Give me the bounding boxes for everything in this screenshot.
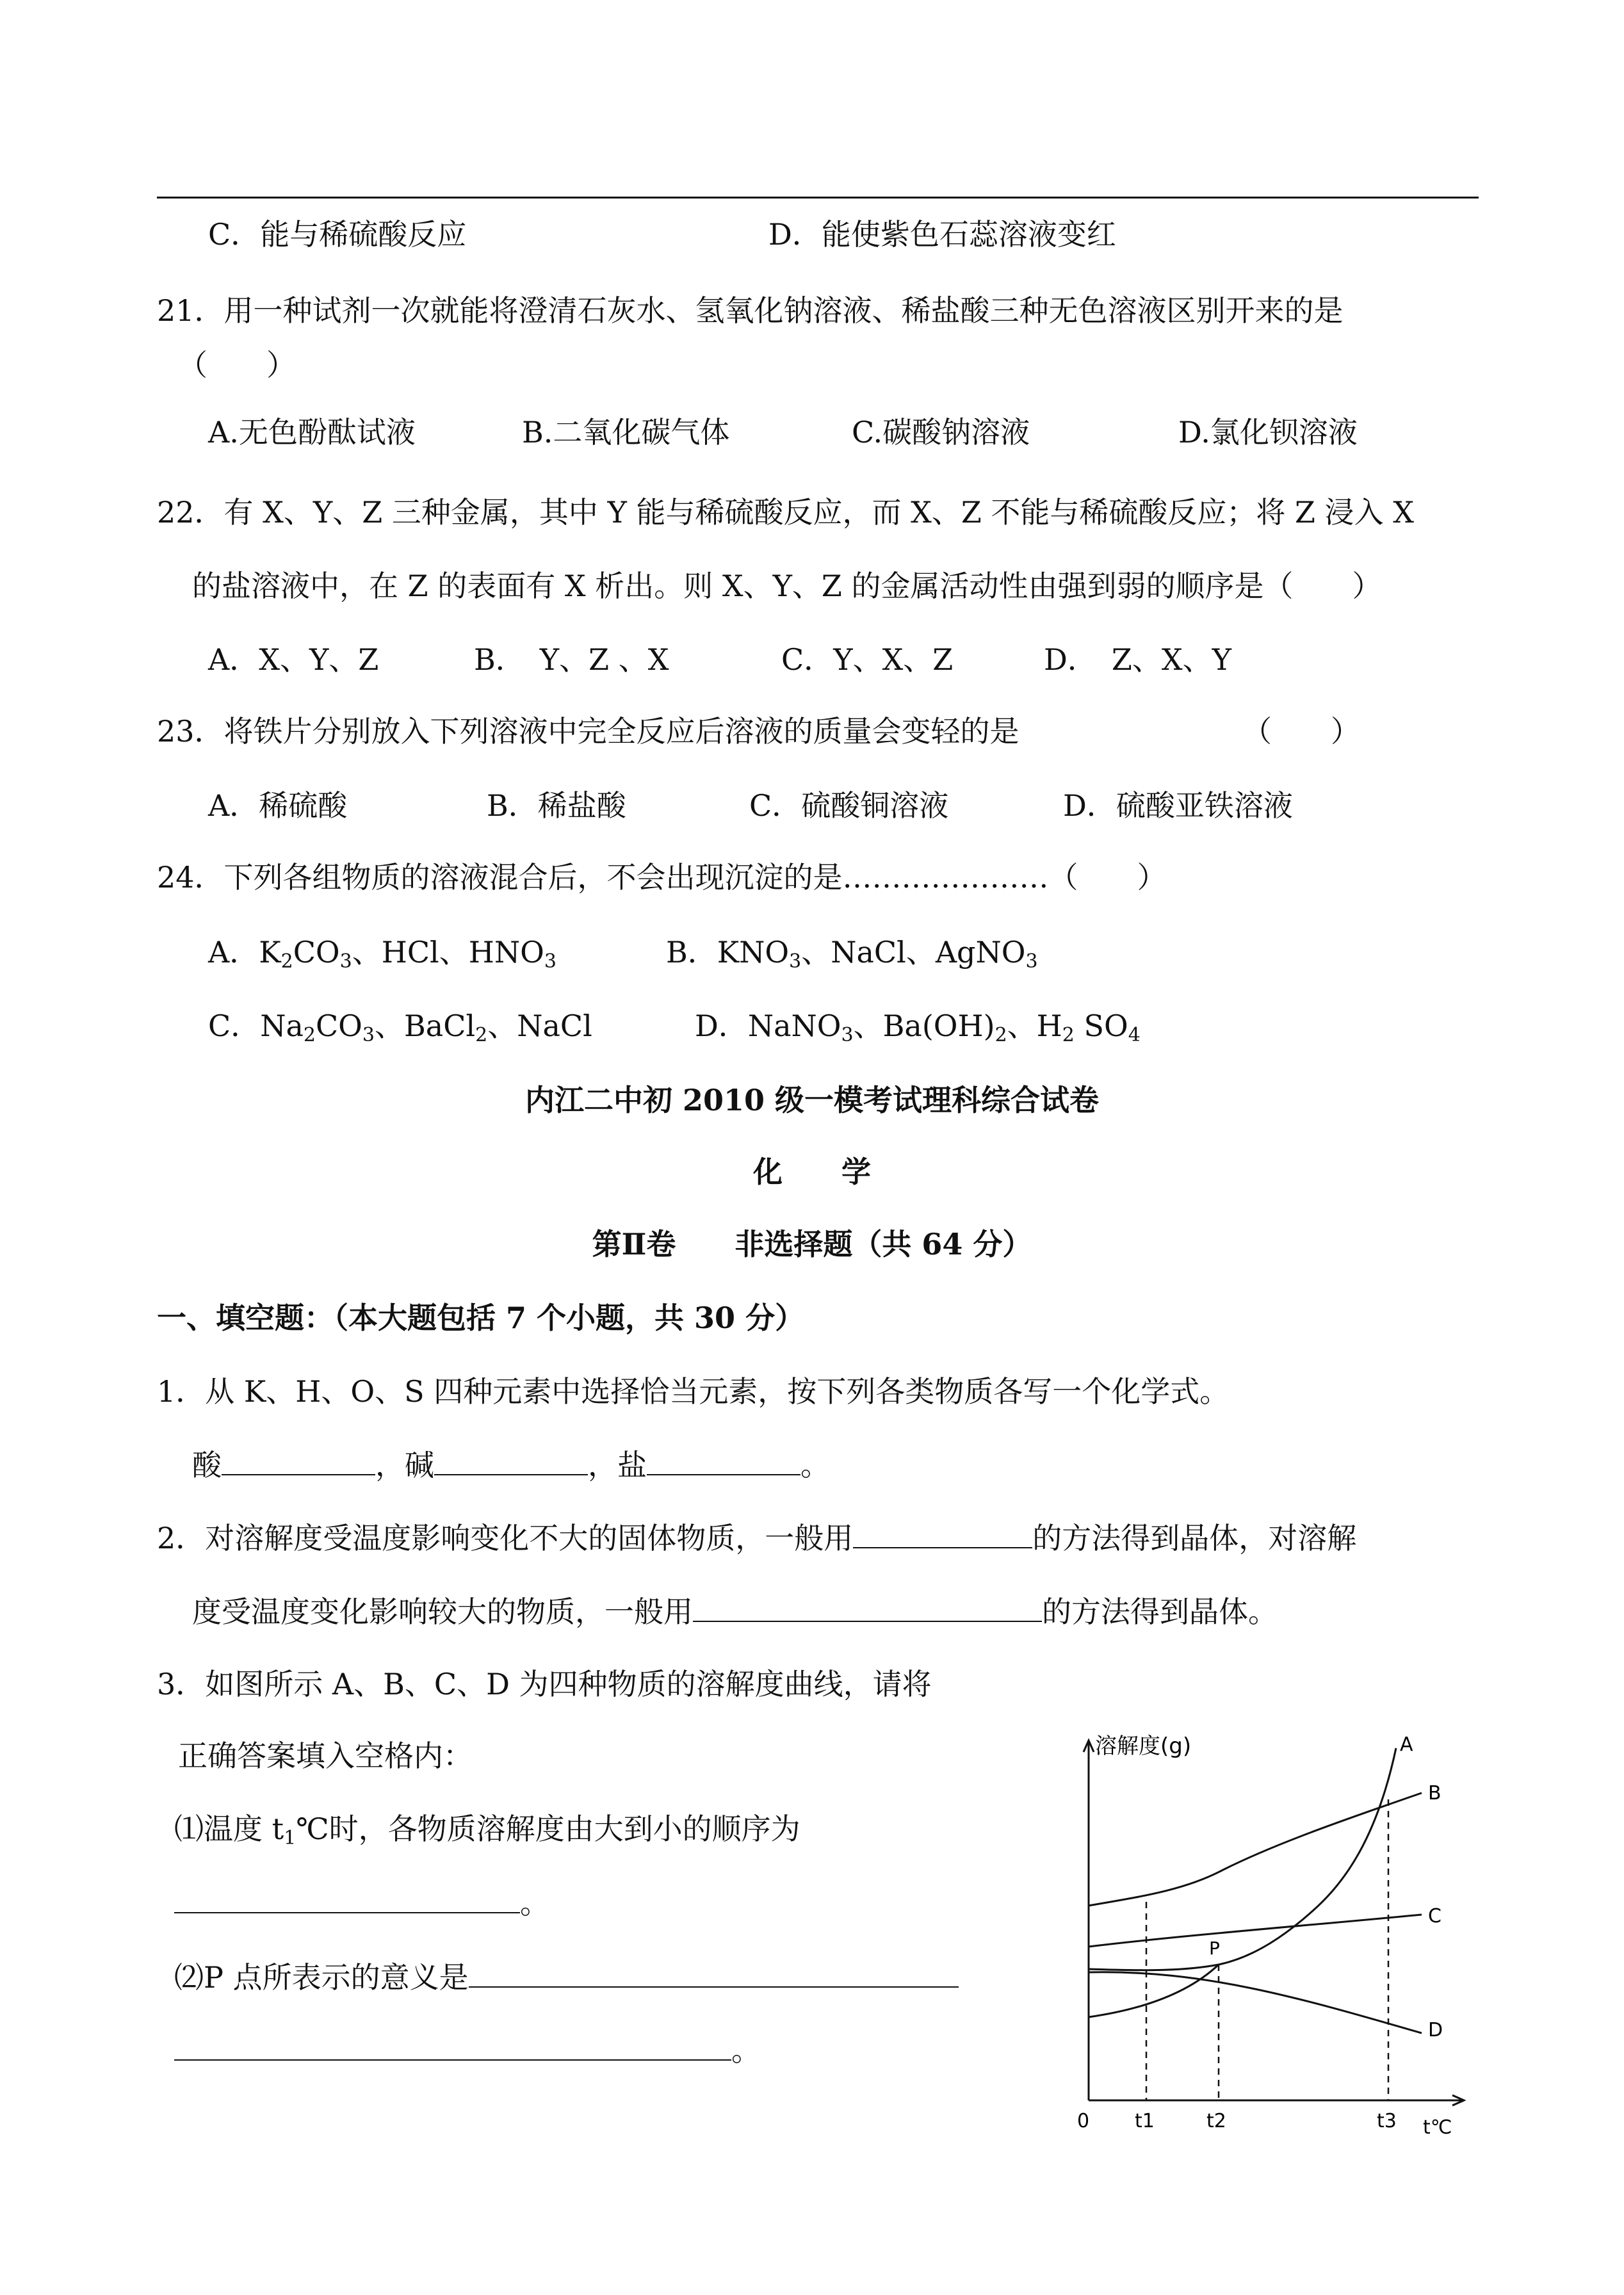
q21-paren: （ ）: [178, 348, 296, 382]
p3-sub1-answer: 。: [174, 1884, 549, 1922]
q20-option-c: C．能与稀硫酸反应: [208, 217, 467, 252]
q24-option-d: D．NaNO$_3$、$Ba(OH)_2$、$H_2$ $SO_4$: [695, 1009, 1141, 1046]
q21-option-d: D.氯化钡溶液: [1178, 415, 1358, 450]
x-axis-label: t℃: [1423, 2116, 1452, 2139]
p3-sub2-blank-2[interactable]: [174, 2031, 731, 2061]
q20-option-d: D．能使紫色石蕊溶液变红: [768, 217, 1116, 252]
p1-answers: 酸 ，碱 ，盐 。: [192, 1446, 830, 1484]
q22-option-c: C．Y、X、Z: [781, 642, 954, 677]
q22-option-d: D． Z、X、Y: [1044, 642, 1231, 677]
q21-option-c: C.碳酸钠溶液: [852, 415, 1030, 450]
p1-salt-blank[interactable]: [647, 1446, 800, 1475]
p1-stem: 1．从 K、H、O、S 四种元素中选择恰当元素，按下列各类物质各写一个化学式。: [157, 1374, 1230, 1409]
p3-sub1: ⑴温度 $t_1℃$时，各物质溶解度由大到小的顺序为: [174, 1812, 800, 1849]
part1-title: 一、填空题：（本大题包括 7 个小题，共 30 分）: [157, 1301, 805, 1335]
curve-a: [1089, 1748, 1396, 1970]
subject-title: 化 学: [753, 1155, 871, 1189]
q22-stem-line2: 的盐溶液中，在 Z 的表面有 X 析出。则 X、Y、Z 的金属活动性由强到弱的顺序是（ ）: [192, 569, 1382, 603]
q23-paren: （ ）: [1242, 714, 1360, 749]
p2-line1: 2．对溶解度受温度影响变化不大的固体物质，一般用 的方法得到晶体，对溶解: [157, 1519, 1356, 1557]
p2-blank-1[interactable]: [853, 1519, 1032, 1548]
p1-base-blank[interactable]: [434, 1446, 588, 1475]
q22-stem-line1: 22．有 X、Y、Z 三种金属，其中 Y 能与稀硫酸反应，而 X、Z 不能与稀硫酸反应；将 Z 浸入 X: [157, 495, 1414, 530]
q22-option-a: A．X、Y、Z: [208, 642, 379, 677]
origin-label: 0: [1077, 2110, 1090, 2132]
series-label-c: C: [1428, 1905, 1441, 1927]
q23-stem: 23．将铁片分别放入下列溶液中完全反应后溶液的质量会变轻的是: [157, 714, 1019, 749]
q23-option-d: D．硫酸亚铁溶液: [1063, 788, 1293, 823]
x-tick-t1: t1: [1135, 2110, 1155, 2132]
y-axis-label: 溶解度(g): [1095, 1733, 1192, 1759]
p3-sub1-blank[interactable]: [174, 1884, 520, 1913]
p2-line2: 度受温度变化影响较大的物质，一般用 的方法得到晶体。: [192, 1593, 1278, 1631]
p3-sub2: ⑵P 点所表示的意义是: [174, 1958, 959, 1997]
q21-option-a: A.无色酚酞试液: [208, 415, 416, 450]
section-title: 第Ⅱ卷 非选择题（共 64 分）: [592, 1227, 1032, 1261]
series-label-a: A: [1400, 1733, 1413, 1756]
x-tick-t3: t3: [1377, 2110, 1397, 2132]
q22-option-b: B． Y、Z 、X: [474, 642, 669, 677]
q21-stem: 21．用一种试剂一次就能将澄清石灰水、氢氧化钠溶液、稀盐酸三种无色溶液区别开来的是: [157, 293, 1344, 328]
solubility-chart: [1044, 1729, 1492, 2139]
p1-acid-blank[interactable]: [222, 1446, 375, 1475]
p3-sub2-blank-1[interactable]: [469, 1958, 959, 1988]
p2-blank-2[interactable]: [693, 1593, 1042, 1622]
q23-option-a: A．稀硫酸: [208, 788, 348, 823]
q24-option-a: A．$K_2CO_3$、HCl、$HNO_3$: [208, 935, 556, 973]
top-rule: [157, 197, 1479, 199]
q24-option-b: B．$KNO_3$、NaCl、AgNO$_3$: [666, 935, 1038, 973]
series-label-b: B: [1428, 1782, 1441, 1804]
p3-stem-line2: 正确答案填入空格内：: [178, 1739, 473, 1773]
point-label-p: P: [1209, 1938, 1220, 1959]
q23-option-c: C．硫酸铜溶液: [749, 788, 949, 823]
p3-sub2-answer: 。: [174, 2031, 761, 2070]
curve-d: [1089, 1972, 1422, 2033]
q24-option-c: C．$Na_2CO_3$、BaCl$_2$、NaCl: [208, 1009, 592, 1046]
curve-b: [1089, 1793, 1422, 1906]
q23-option-b: B．稀盐酸: [487, 788, 626, 823]
p3-stem-line1: 3．如图所示 A、B、C、D 为四种物质的溶解度曲线，请将: [157, 1667, 932, 1701]
curve-c: [1089, 1915, 1422, 1947]
series-label-d: D: [1428, 2019, 1443, 2041]
q21-option-b: B.二氧化碳气体: [522, 415, 730, 450]
x-tick-t2: t2: [1206, 2110, 1226, 2132]
exam-title: 内江二中初 2010 级一模考试理科综合试卷: [524, 1083, 1100, 1117]
q24-stem: 24．下列各组物质的溶液混合后，不会出现沉淀的是…………………（ ）: [157, 860, 1167, 895]
